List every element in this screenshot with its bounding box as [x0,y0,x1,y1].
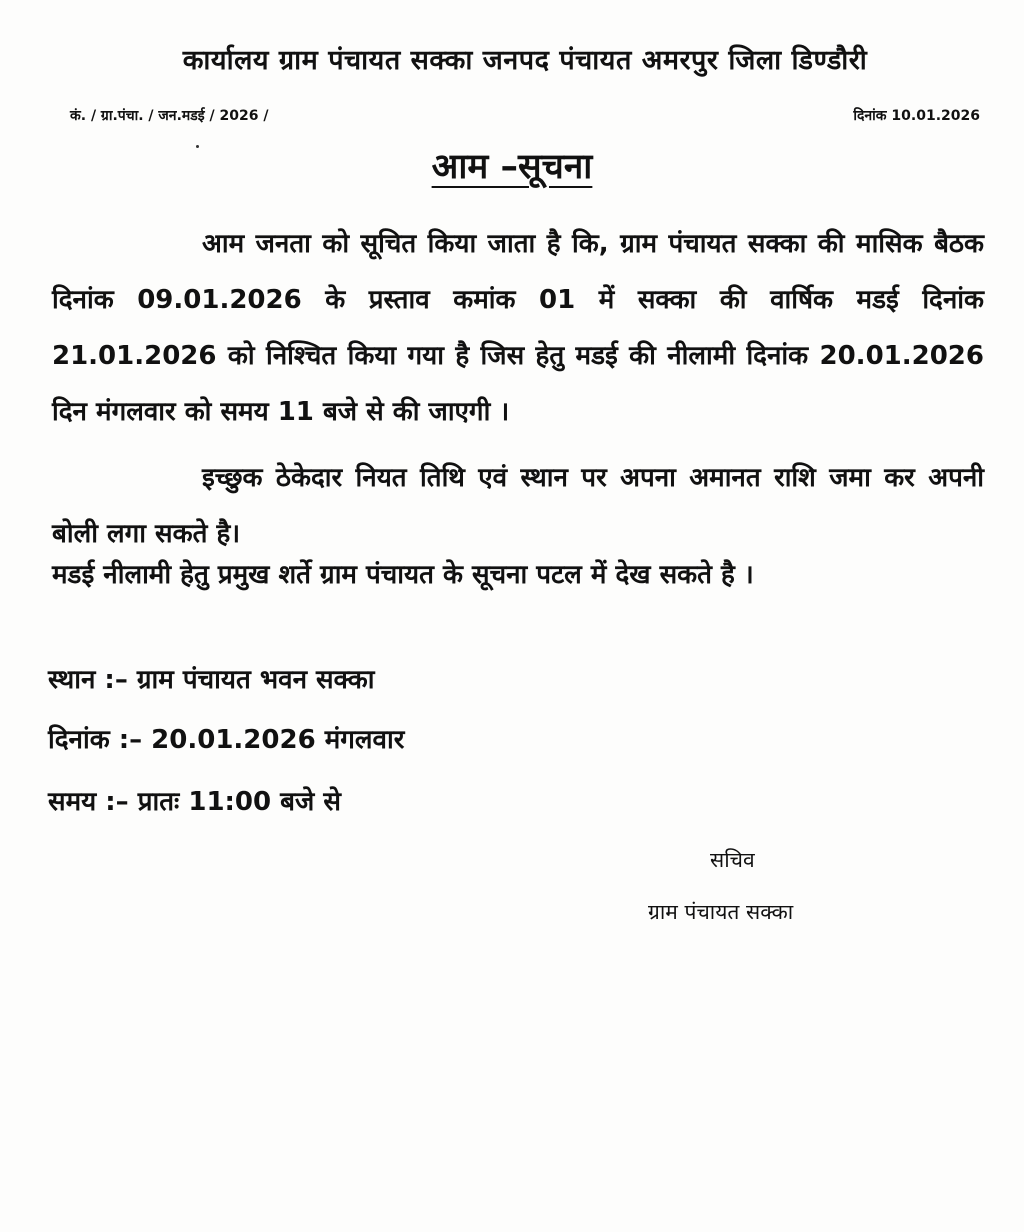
notice-paragraph-3: मडई नीलामी हेतु प्रमुख शर्ते ग्राम पंचायत के सूचना पटल में देख सकते है । [52,560,754,590]
notice-paragraph-1: आम जनता को सूचित किया जाता है कि, ग्राम पंचायत सक्का की मासिक बैठक दिनांक 09.01.2026 के प्रस्ताव कमांक 01 में सक्का की वार्षिक मडई दिनांक 21.01.2026 को निश्चित किया गया है जिस हेतु मडई की नीलामी दिनांक 20.01.2026 दिन मंगलवार को समय 11 बजे से की जाएगी । [52,229,984,427]
letter-date-label: दिनांक [853,108,887,124]
detail-date: दिनांक :– 20.01.2026 मंगलवार [48,725,405,755]
detail-time: समय :– प्रातः 11:00 बजे से [48,787,341,817]
signature-role: सचिव [710,848,755,872]
notice-title [0,142,1024,189]
letter-date-value: 10.01.2026 [891,108,980,124]
office-header-title: कार्यालय ग्राम पंचायत सक्का जनपद पंचायत अमरपुर जिला डिण्डौरी [182,45,868,76]
signature-office: ग्राम पंचायत सक्का [648,900,794,924]
notice-paragraph-2: इच्छुक ठेकेदार नियत तिथि एवं स्थान पर अपना अमानत राशि जमा कर अपनी बोली लगा सकते है। [52,463,984,549]
detail-place: स्थान :– ग्राम पंचायत भवन सक्का [48,665,375,695]
letter-date [853,106,980,125]
reference-number: कं. / ग्रा.पंचा. / जन.मडई / 2026 / [70,108,269,124]
notice-title-text: आम –सूचना [431,147,593,187]
